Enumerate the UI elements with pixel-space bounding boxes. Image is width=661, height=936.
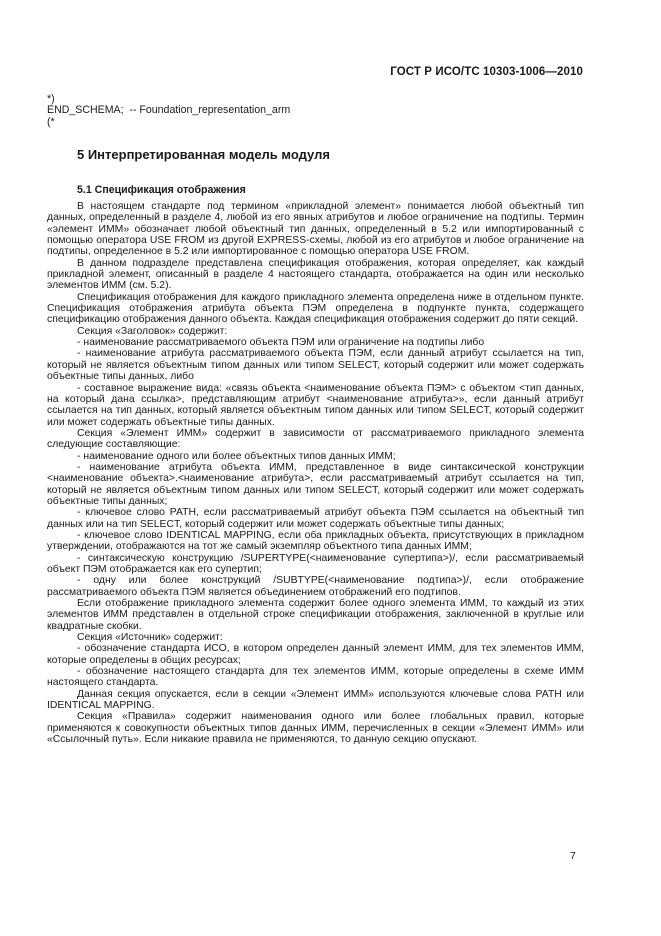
page-number: 7 <box>570 850 576 862</box>
list-item: - ключевое слово IDENTICAL MAPPING, если оба прикладных объекта, присутствующих в прикладном утверждении, отображаются на тот же самый экземпляр объектного типа данных ИММ; <box>47 529 584 553</box>
paragraph: Если отображение прикладного элемента содержит более одного элемента ИММ, то каждый из этих элементов ИММ представлен в отдельной строке спецификации отображения, заключенной в круглые или квадратные скобки. <box>47 598 584 632</box>
section-heading: 5 Интерпретированная модель модуля <box>77 147 330 162</box>
subsection-heading: 5.1 Спецификация отображения <box>77 184 246 196</box>
list-item: - синтаксическую конструкцию /SUPERTYPE(<наименование супертипа>)/, если рассматриваемый объект ПЭМ отображается как его супертип; <box>47 552 584 575</box>
paragraph: Секция «Правила» содержит наименования одного или более глобальных правил, которые применяются к совокупности объектных типов данных ИММ, перечисленных в секции «Элемент ИММ» или «Ссылочный путь». Если никакие правила не применяются, то данную секцию опускают. <box>47 711 584 746</box>
paragraph: Данная секция опускается, если в секции «Элемент ИММ» используются ключевые слова PATH или IDENTICAL MAPPING. <box>47 688 584 712</box>
list-item: - обозначение настоящего стандарта для тех элементов ИММ, которые определены в схеме ИММ настоящего стандарта. <box>47 666 584 689</box>
paragraph: В настоящем стандарте под термином «прикладной элемент» понимается любой объектный тип данных, определенный в разделе 4, любой из его явных атрибутов и любое ограничение на подтипы. Термин «элемент ИММ» обозначает любой объектный тип данных, определенный в 5.2 или импортированный с помощью оператора USE FROM из другой EXPRESS-схемы, любой из его атрибутов и любое ограничение на подтипы, определенное в 5.2 или импортированное с помощью оператора USE FROM. <box>47 201 584 258</box>
body-text <box>47 201 584 746</box>
express-code-block <box>47 94 290 128</box>
code-line: (* <box>47 115 55 128</box>
paragraph: Секция «Заголовок» содержит: <box>77 325 228 337</box>
document-id-header: ГОСТ Р ИСО/ТС 10303-1006—2010 <box>390 66 583 78</box>
paragraph: Секция «Элемент ИММ» содержит в зависимости от рассматриваемого прикладного элемента следующие составляющие: <box>47 427 584 451</box>
paragraph: В данном подразделе представлена спецификация отображения, которая определяет, как каждый прикладной элемент, описанный в разделе 4 настоящего стандарта, отображается на один или несколько элементов ИММ (см. 5.2). <box>47 257 584 292</box>
list-item: - одну или более конструкций /SUBTYPE(<наименование подтипа>)/, если отображение рассматриваемого объекта ПЭМ является объединением отображений его подтипов. <box>47 575 584 598</box>
list-item: - наименование рассматриваемого объекта ПЭМ или ограничение на подтипы либо <box>77 337 485 349</box>
paragraph: Спецификация отображения для каждого прикладного элемента определена ниже в отдельном пункте. Спецификация отображения атрибута объекта ПЭМ определена в подпункте пункта, содержащего спецификацию отображения данного объекта. Каждая спецификация отображения содержит до пяти секций. <box>47 291 584 326</box>
code-line: *) <box>47 93 55 105</box>
list-item: - наименование атрибута объекта ИММ, представленное в виде синтаксической конструкции <наименование объекта>.<наименование атрибута>, если рассматриваемый атрибут ссылается на тип, который не является объектным типом данных или типом SELECT, который содержит или может содержать объектные типы данных; <box>47 461 584 507</box>
list-item: - составное выражение вида: «связь объекта <наименование объекта ПЭМ> с объектом <тип данных, на который дана ссылка>, представляющим атрибут <наименование атрибута>», если данный атрибут ссылается на тип данных, который является объектным типом данных или типом SELECT, который содержит или может содержать объектные типы данных. <box>47 382 584 428</box>
list-item: - наименование атрибута рассматриваемого объекта ПЭМ, если данный атрибут ссылается на тип, который не является объектным типом данных или типом SELECT, который содержит или может содержать объектные типы данных, либо <box>47 348 584 383</box>
list-item: - обозначение стандарта ИСО, в котором определен данный элемент ИММ, для тех элементов ИММ, которые определены в общих ресурсах; <box>47 643 584 666</box>
list-item: - ключевое слово PATH, если рассматриваемый атрибут объекта ПЭМ ссылается на объектный тип данных или на тип SELECT, который содержит или может содержать объектные типы данных; <box>47 507 584 530</box>
code-line: END_SCHEMA; -- Foundation_representation_arm <box>47 104 291 117</box>
paragraph: Секция «Источник» содержит: <box>77 632 223 644</box>
list-item: - наименование одного или более объектных типов данных ИММ; <box>77 450 396 462</box>
